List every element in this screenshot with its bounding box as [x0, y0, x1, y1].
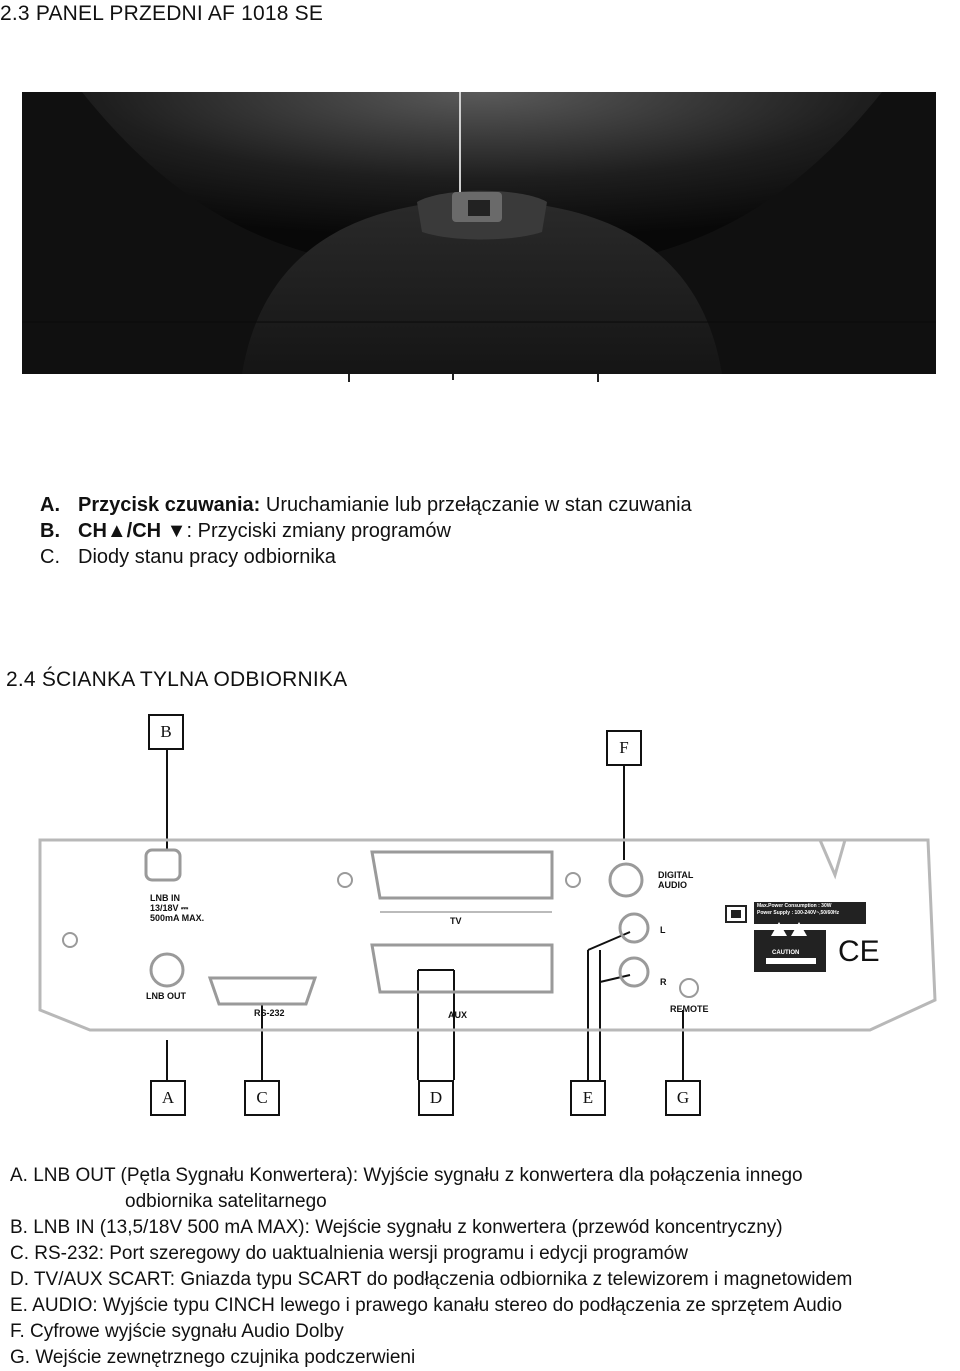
front-legend-c: C. Diody stanu pracy odbiornika	[40, 546, 336, 568]
label-lnb-out: LNB OUT	[146, 991, 186, 1001]
rating-label: Max.Power Consumption : 30W Power Supply : 100-240V~,50/60Hz	[757, 903, 840, 916]
desc-e: E. AUDIO: Wyjście typu CINCH lewego i prawego kanału stereo do podłączenia ze sprzętem Audio	[10, 1295, 843, 1316]
label-r: R	[660, 977, 667, 987]
desc-b: B. LNB IN (13,5/18V 500 mA MAX): Wejście sygnału z konwertera (przewód koncentryczny)	[10, 1217, 783, 1238]
label-tv: TV	[450, 916, 462, 926]
front-panel-title: 2.3 PANEL PRZEDNI AF 1018 SE	[0, 2, 324, 25]
desc-g: G. Wejście zewnętrznego czujnika podczerwieni	[10, 1347, 416, 1368]
pointer-tick-a	[348, 374, 350, 382]
label-digital-audio: DIGITAL AUDIO	[658, 870, 694, 890]
desc-a-cont: odbiornika satelitarnego	[125, 1191, 327, 1212]
label-lnb-in: LNB IN 13/18V ⎓ 500mA MAX.	[150, 893, 205, 923]
front-legend-b: B. CH▲/CH ▼: Przyciski zmiany programów	[40, 520, 451, 542]
caution-label: CAUTION	[772, 950, 800, 956]
callout-a: A	[150, 1080, 186, 1116]
desc-c: C. RS-232: Port szeregowy do uaktualnienia wersji programu i edycji programów	[10, 1243, 688, 1264]
callout-e: E	[570, 1080, 606, 1116]
desc-f: F. Cyfrowe wyjście sygnału Audio Dolby	[10, 1321, 344, 1342]
callout-g: G	[665, 1080, 701, 1116]
front-legend-a: A. Przycisk czuwania: Uruchamianie lub przełączanie w stan czuwania	[40, 494, 692, 516]
label-rs232: RS-232	[254, 1008, 285, 1018]
ce-mark: CE	[838, 935, 880, 968]
callout-d: D	[418, 1080, 454, 1116]
front-panel-photo	[22, 92, 936, 374]
pointer-tick-b	[452, 374, 454, 380]
label-remote: REMOTE	[670, 1004, 709, 1014]
desc-a: A. LNB OUT (Pętla Sygnału Konwertera): Wyjście sygnału z konwertera dla połączenia innego	[10, 1165, 803, 1186]
rear-panel-title: 2.4 ŚCIANKA TYLNA ODBIORNIKA	[6, 668, 348, 691]
desc-d: D. TV/AUX SCART: Gniazda typu SCART do podłączenia odbiornika z telewizorem i magnetowidem	[10, 1269, 853, 1290]
callout-f: F	[606, 730, 642, 766]
label-aux: AUX	[448, 1010, 468, 1020]
label-l: L	[660, 925, 666, 935]
callout-c: C	[244, 1080, 280, 1116]
callout-b: B	[148, 714, 184, 750]
pointer-tick-c	[597, 374, 599, 382]
